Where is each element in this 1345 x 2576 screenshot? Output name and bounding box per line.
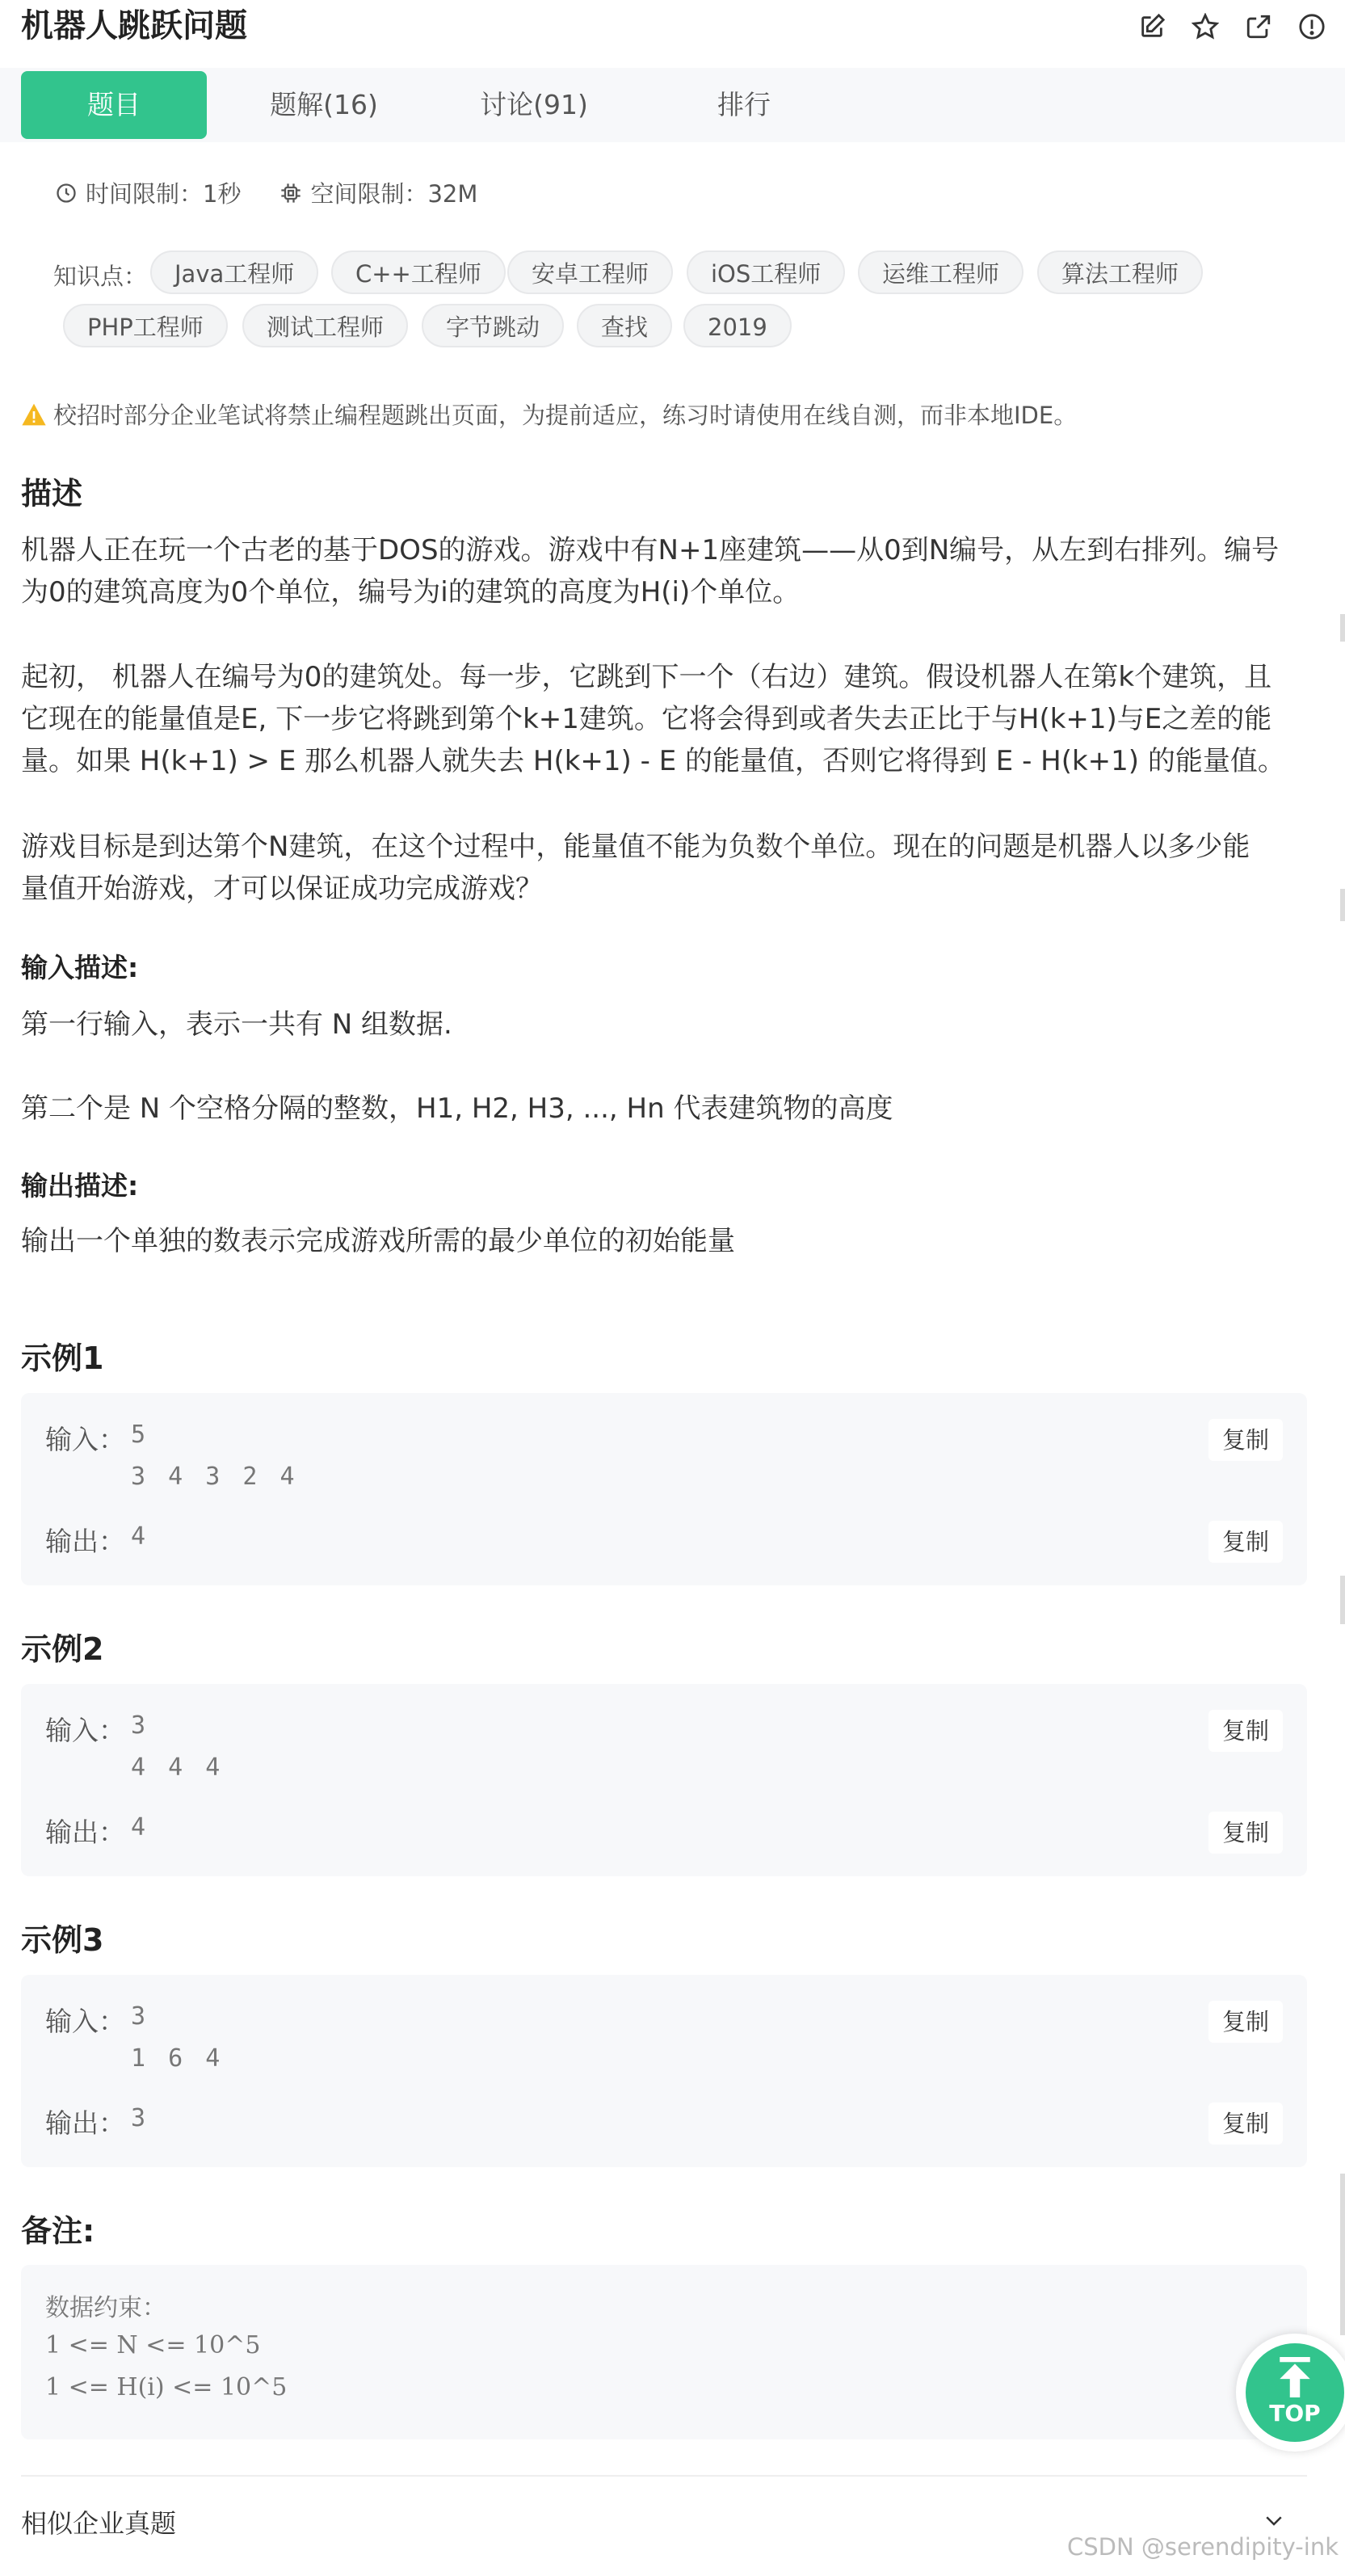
description-line: 为0的建筑高度为0个单位，编号为i的建筑的高度为H(i)个单位。 [21,576,801,608]
example-input-line: 3 [131,1711,146,1740]
description-line: 量。如果 H(k+1) > E 那么机器人就失去 H(k+1) - E 的能量值，否则它将得到 E - H(k+1) 的能量值。 [21,745,1285,777]
example-output-label: 输出： [45,2107,125,2139]
share-icon[interactable] [1242,10,1276,44]
time-limit-text: 时间限制：1秒 [86,180,242,208]
limits-row [55,176,516,209]
output-desc-line: 输出一个单独的数表示完成游戏所需的最少单位的初始能量 [21,1225,735,1257]
back-to-top-button[interactable] [1236,2334,1345,2452]
page-title: 机器人跳跃问题 [21,7,247,44]
example-output-value: 4 [131,1522,146,1551]
edit-icon[interactable] [1135,10,1169,44]
tag-search[interactable]: 查找 [577,304,672,347]
output-desc-title: 输出描述: [21,1170,139,1202]
example-input-line: 4 4 4 [131,1753,221,1782]
header-actions [1135,10,1329,44]
description-line: 它现在的能量值是E, 下一步它将跳到第个k+1建筑。它将会得到或者失去正比于与H(k+1)与E之差的能 [21,703,1272,735]
knowledge-label: 知识点： [53,263,148,290]
scrollbar-mark [1340,614,1345,642]
star-icon[interactable] [1188,10,1222,44]
example-title: 示例2 [21,1631,104,1667]
warning-notice [21,398,1077,431]
example-input-line: 3 [131,2002,146,2031]
top-label: TOP [1269,2400,1321,2427]
scrollbar-mark [1340,889,1345,921]
chip-icon [280,182,302,204]
copy-input-button[interactable]: 复制 [1208,2001,1283,2043]
tag-algorithm[interactable]: 算法工程师 [1037,250,1203,294]
input-desc-line: 第二个是 N 个空格分隔的整数，H1, H2, H3, ..., Hn 代表建筑物的高度 [21,1092,893,1125]
tag-php[interactable]: PHP工程师 [63,304,228,347]
example-input-label: 输入： [45,2006,125,2037]
warning-text: 校招时部分企业笔试将禁止编程题跳出页面，为提前适应，练习时请使用在线自测，而非本地IDE。 [53,402,1078,429]
time-limit [55,176,241,209]
example-input-label: 输入： [45,1424,125,1455]
example-box [21,1393,1307,1585]
tag-cpp[interactable]: C++工程师 [331,250,506,294]
note-line: 数据约束： [45,2294,166,2322]
copy-output-button[interactable]: 复制 [1208,1812,1283,1854]
scrollbar-mark [1340,2174,1345,2335]
tab-solutions[interactable]: 题解(16) [270,89,378,120]
tag-bytedance[interactable]: 字节跳动 [422,304,564,347]
example-input-line: 3 4 3 2 4 [131,1463,295,1491]
tag-ios[interactable]: iOS工程师 [687,250,845,294]
copy-output-button[interactable]: 复制 [1208,2102,1283,2145]
description-line: 量值开始游戏，才可以保证成功完成游戏？ [21,873,543,905]
input-desc-line: 第一行输入，表示一共有 N 组数据. [21,1008,452,1041]
space-limit [280,176,477,209]
report-icon[interactable] [1295,10,1329,44]
description-line: 机器人正在玩一个古老的基于DOS的游戏。游戏中有N+1座建筑——从0到N编号，从左到右排列。编号 [21,534,1280,566]
tag-java[interactable]: Java工程师 [150,250,318,294]
tab-discussion[interactable]: 讨论(91) [480,89,588,120]
upload-arrow-icon [1275,2355,1315,2400]
clock-icon [55,182,78,204]
tab-bar [0,68,1345,142]
example-input-line: 1 6 4 [131,2044,221,2073]
note-box [21,2265,1307,2439]
copy-input-button[interactable]: 复制 [1208,1419,1283,1461]
tag-ops[interactable]: 运维工程师 [858,250,1023,294]
divider [21,2475,1307,2477]
watermark: CSDN @serendipity-ink [1066,2533,1339,2561]
tab-problem[interactable]: 题目 [21,71,207,139]
similar-questions-toggle[interactable]: 相似企业真题 [21,2508,177,2539]
note-line: 1 <= N <= 10^5 [45,2331,261,2359]
example-box [21,1684,1307,1876]
warning-icon [21,402,47,427]
chevron-down-icon[interactable] [1262,2508,1286,2536]
back-to-top-inner [1246,2343,1344,2442]
copy-output-button[interactable]: 复制 [1208,1521,1283,1563]
input-desc-title: 输入描述: [21,952,139,983]
space-limit-text: 空间限制：32M [310,180,478,208]
example-input-line: 5 [131,1421,146,1449]
example-box [21,1975,1307,2167]
example-title: 示例1 [21,1341,104,1376]
copy-input-button[interactable]: 复制 [1208,1710,1283,1752]
note-title: 备注: [21,2213,95,2249]
tab-ranking[interactable]: 排行 [717,89,771,120]
example-input-label: 输入： [45,1715,125,1746]
header [0,0,1345,55]
example-output-value: 4 [131,1813,146,1842]
description-title: 描述 [21,476,83,511]
example-title: 示例3 [21,1922,104,1958]
tag-android[interactable]: 安卓工程师 [507,250,673,294]
tag-2019[interactable]: 2019 [683,304,792,347]
example-output-label: 输出： [45,1526,125,1557]
tag-test[interactable]: 测试工程师 [242,304,408,347]
example-output-label: 输出： [45,1816,125,1848]
scrollbar-mark [1340,1576,1345,1624]
description-line: 游戏目标是到达第个N建筑，在这个过程中，能量值不能为负数个单位。现在的问题是机器人以多少能 [21,831,1250,863]
example-output-value: 3 [131,2104,146,2132]
note-line: 1 <= H(i) <= 10^5 [45,2373,288,2401]
description-line: 起初， 机器人在编号为0的建筑处。每一步，它跳到下一个（右边）建筑。假设机器人在第k个建筑，且 [21,661,1272,693]
